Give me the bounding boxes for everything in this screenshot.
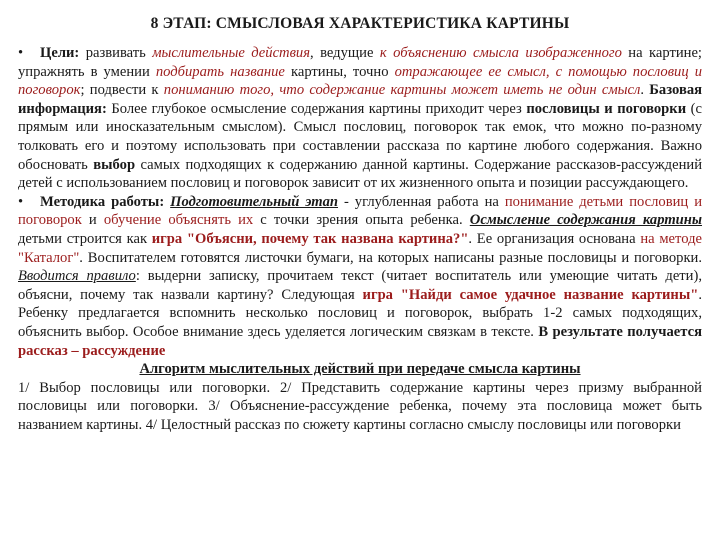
algorithm-heading-line — [18, 360, 702, 379]
text-run: . Воспитателем готовятся листочки бумаги, на которых написаны разные пословицы и поговорки. — [79, 249, 702, 266]
highlight-explain-meaning: к объяснению смысла изображенного — [379, 45, 622, 61]
highlight-thinking-actions: мыслительные действия — [152, 45, 311, 61]
goals-paragraph — [18, 44, 702, 193]
proverbs-bold: пословицы и поговорки — [526, 100, 687, 117]
result-label: В результате получается — [538, 323, 702, 340]
text-run: . Ее организация основана — [468, 230, 641, 247]
highlight-choose-title: подбирать название — [155, 63, 285, 80]
highlight-teach-explain: обучение объяснять их — [103, 212, 254, 229]
highlight-understand-proverbs: понимание детьми пословиц и поговорок — [18, 193, 702, 229]
text-run: . — [640, 82, 650, 99]
game-explain: игра "Объясни, почему так названа картина?" — [151, 230, 469, 247]
rule-label: Вводится правило — [18, 268, 136, 285]
text-run: - углубленная работа на — [338, 193, 505, 210]
highlight-understanding: пониманию того, что содержание картины может иметь не один смысл — [163, 82, 641, 99]
text-run: самых подходящих к содержанию данной картины. Содержание рассказов-рассуждений детей с использованием пословиц и поговорок зависит от их жизненного опыта и позиции рассуждающего. — [18, 156, 703, 192]
text-run: картины, точно — [284, 63, 395, 80]
algorithm-heading: Алгоритм мыслительных действий при передаче смысла картины — [139, 361, 581, 378]
bullet: • — [18, 45, 24, 61]
algorithm-text: 1/ Выбор пословицы или поговорки. 2/ Представить содержание картины через призму выбранной пословицы или поговорки. 3/ Объяснение-рассуждение ребенка, почему эта пословица может быть названием картины. 4/ Целостный рассказ по сюжету картины согласно смыслу пословицы или поговорки — [18, 379, 702, 433]
method-paragraph — [18, 193, 702, 360]
bullet: • — [18, 193, 24, 210]
text-run: Более глубокое осмысление содержания картины приходит через — [106, 100, 527, 117]
result-story: рассказ – рассуждение — [18, 342, 166, 359]
text-run: на картине; упражнять в умении — [18, 45, 702, 80]
text-run: и — [81, 212, 104, 229]
goals-label: Цели: — [40, 45, 80, 61]
comprehension-label: Осмысление содержания картины — [469, 212, 703, 229]
text-run: . Ребенку предлагается вспомнить несколько пословиц и поговорок, выбрать 1-2 самых подходящих, объяснить выбор. Особое внимание здесь уделяется логическим связкам в тексте. — [18, 286, 702, 340]
text-run: развивать — [79, 45, 153, 61]
base-info-label: Базовая информация: — [18, 82, 703, 117]
method-label: Методика работы: — [40, 193, 165, 210]
text-run: детьми строится как — [18, 230, 152, 247]
catalog-method: на методе "Каталог" — [18, 230, 702, 266]
slide-body — [18, 44, 702, 434]
slide-title: 8 ЭТАП: СМЫСЛОВАЯ ХАРАКТЕРИСТИКА КАРТИНЫ — [150, 15, 570, 32]
game-find-title: игра "Найди самое удачное название картины" — [362, 286, 699, 303]
prep-stage: Подготовительный этап — [170, 193, 339, 210]
highlight-reflecting-meaning: отражающее ее смысл, с помощью пословиц и поговорок — [18, 63, 703, 99]
choice-bold: выбор — [93, 156, 136, 173]
text-run: , ведущие — [310, 45, 380, 61]
text-run: с точки зрения опыта ребенка. — [253, 212, 470, 229]
text-run: ; подвести к — [80, 82, 164, 99]
text-run: : выдерни записку, прочитаем текст (читает воспитатель или умеющие читать дети), объясни, почему так назвали картину? Следующая — [18, 268, 702, 303]
text-run: (с прямым или иносказательным смыслом). Смысл пословиц, поговорок так емок, что можно по-разному толковать его и поэтому использовать при составлении рассказа по картине любого содержания. Важно обосновать — [18, 100, 702, 173]
